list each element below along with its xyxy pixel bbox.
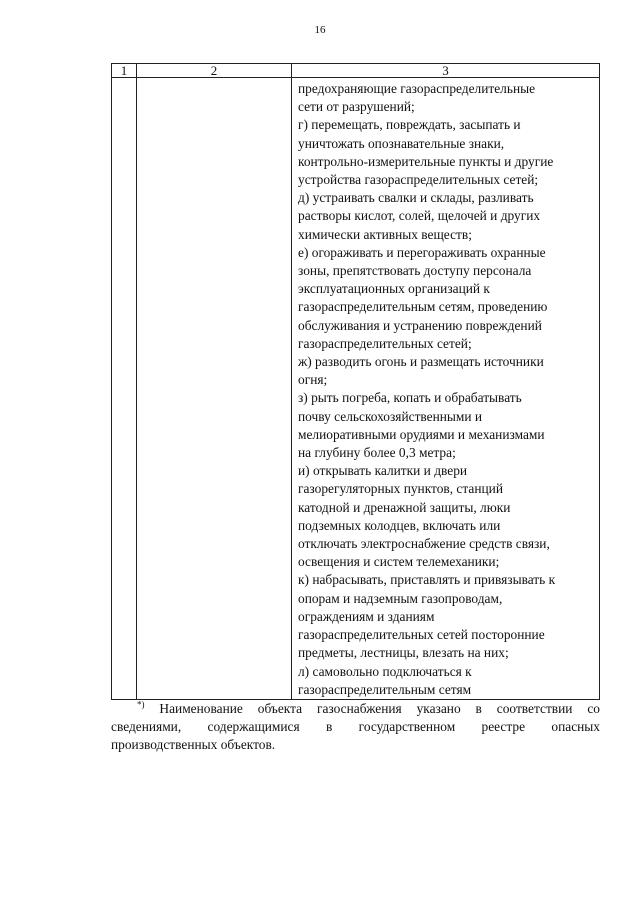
text-line: огня; xyxy=(298,372,328,388)
text-line: контрольно-измерительные пункты и другие xyxy=(298,153,554,169)
text-line: ограждениям и зданиям xyxy=(298,608,435,624)
table-row xyxy=(112,78,600,700)
text-line: устройства газораспределительных сетей; xyxy=(298,172,539,188)
text-line: опорам и надземным газопроводам, xyxy=(298,590,503,606)
footnote-text: Наименование объекта газоснабжения указано в соответствии со xyxy=(159,701,601,716)
text-line: сети от разрушений; xyxy=(298,99,415,115)
text-line: предохраняющие газораспределительные xyxy=(298,81,536,96)
footnote-line: сведениями, содержащимися в государственном реестре опасных xyxy=(111,719,600,735)
table-cell-col1 xyxy=(112,78,137,700)
text-line: катодной и дренажной защиты, люки xyxy=(298,499,511,515)
column-header-2: 2 xyxy=(137,64,292,78)
footnote-marker: *) xyxy=(137,699,145,710)
text-line: д) устраивать свалки и склады, разливать xyxy=(298,190,534,206)
text-line: г) перемещать, повреждать, засыпать и xyxy=(298,117,521,133)
text-line: подземных колодцев, включать или xyxy=(298,517,501,533)
text-line: з) рыть погреба, копать и обрабатывать xyxy=(298,390,522,406)
footnote-line xyxy=(111,700,600,718)
text-line: освещения и систем телемеханики; xyxy=(298,554,500,570)
text-line: мелиоративными орудиями и механизмами xyxy=(298,426,545,442)
text-line: е) огораживать и перегораживать охранные xyxy=(298,244,546,260)
text-line: эксплуатационных организаций к xyxy=(298,281,490,297)
footnote-line: производственных объектов. xyxy=(111,737,276,753)
text-line: уничтожать опознавательные знаки, xyxy=(298,135,505,151)
text-line: газорегуляторных пунктов, станций xyxy=(298,481,504,497)
text-line: газораспределительных сетей посторонние xyxy=(298,627,545,643)
text-line: газораспределительных сетей; xyxy=(298,335,472,351)
column-header-1: 1 xyxy=(112,64,137,78)
text-line: и) открывать калитки и двери xyxy=(298,463,468,479)
requirements-table xyxy=(111,63,600,700)
text-line: зоны, препятствовать доступу персонала xyxy=(298,263,532,279)
table-header-row xyxy=(112,64,600,78)
page-number: 16 xyxy=(314,24,326,36)
column-header-3: 3 xyxy=(292,64,600,78)
text-line: почву сельскохозяйственными и xyxy=(298,408,483,424)
text-line: на глубину более 0,3 метра; xyxy=(298,445,456,461)
text-line: растворы кислот, солей, щелочей и других xyxy=(298,208,541,224)
text-line: к) набрасывать, приставлять и привязывать к xyxy=(298,572,556,588)
table-cell-col2 xyxy=(137,78,292,700)
footnote xyxy=(111,700,600,755)
text-line: ж) разводить огонь и размещать источники xyxy=(298,354,544,370)
prohibitions-list xyxy=(292,78,599,699)
text-line: газораспределительным сетям xyxy=(298,681,472,697)
text-line: л) самовольно подключаться к xyxy=(298,663,472,679)
text-line: предметы, лестницы, влезать на них; xyxy=(298,645,509,661)
text-line: газораспределительным сетям, проведению xyxy=(298,299,548,315)
text-line: химически активных веществ; xyxy=(298,226,472,242)
text-line: отключать электроснабжение средств связи, xyxy=(298,536,550,552)
table-cell-col3 xyxy=(292,78,600,700)
text-line: обслуживания и устранению повреждений xyxy=(298,317,542,333)
